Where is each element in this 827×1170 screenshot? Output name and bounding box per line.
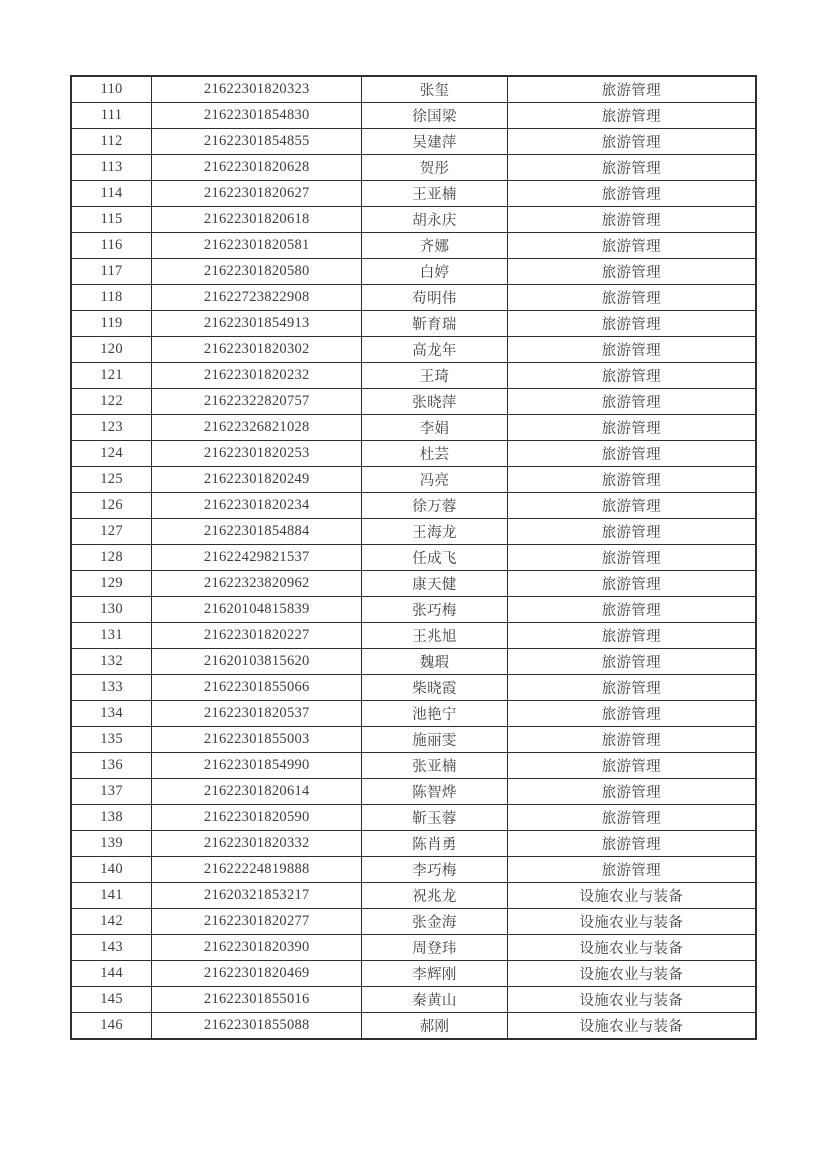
table-row [71, 389, 756, 415]
cell-index: 137 [71, 779, 152, 805]
cell-major: 旅游管理 [507, 493, 756, 519]
cell-student-id: 21622301820614 [152, 779, 362, 805]
cell-name: 陈肖勇 [362, 831, 507, 857]
cell-major: 旅游管理 [507, 857, 756, 883]
cell-student-id: 21622301820390 [152, 935, 362, 961]
cell-name: 徐万蓉 [362, 493, 507, 519]
cell-student-id: 21622301820537 [152, 701, 362, 727]
cell-name: 张巧梅 [362, 597, 507, 623]
table-row [71, 831, 756, 857]
table-row [71, 493, 756, 519]
cell-major: 旅游管理 [507, 623, 756, 649]
cell-index: 145 [71, 987, 152, 1013]
cell-student-id: 21622301854913 [152, 311, 362, 337]
cell-index: 126 [71, 493, 152, 519]
cell-name: 齐娜 [362, 233, 507, 259]
cell-student-id: 21622301820277 [152, 909, 362, 935]
cell-major: 旅游管理 [507, 415, 756, 441]
table-row [71, 259, 756, 285]
cell-index: 125 [71, 467, 152, 493]
table-row [71, 285, 756, 311]
cell-major: 旅游管理 [507, 831, 756, 857]
cell-index: 117 [71, 259, 152, 285]
cell-name: 靳育瑞 [362, 311, 507, 337]
cell-index: 129 [71, 571, 152, 597]
cell-student-id: 21622301854855 [152, 129, 362, 155]
cell-student-id: 21622326821028 [152, 415, 362, 441]
cell-major: 旅游管理 [507, 129, 756, 155]
cell-student-id: 21622301820253 [152, 441, 362, 467]
cell-name: 白婷 [362, 259, 507, 285]
cell-student-id: 21622301855088 [152, 1013, 362, 1040]
cell-index: 121 [71, 363, 152, 389]
cell-name: 李娟 [362, 415, 507, 441]
cell-major: 设施农业与装备 [507, 961, 756, 987]
cell-major: 旅游管理 [507, 155, 756, 181]
cell-major: 旅游管理 [507, 363, 756, 389]
cell-index: 124 [71, 441, 152, 467]
cell-student-id: 21622301820302 [152, 337, 362, 363]
cell-index: 131 [71, 623, 152, 649]
cell-student-id: 21622301820332 [152, 831, 362, 857]
cell-major: 旅游管理 [507, 389, 756, 415]
cell-index: 140 [71, 857, 152, 883]
cell-index: 110 [71, 76, 152, 103]
cell-name: 张金海 [362, 909, 507, 935]
cell-major: 旅游管理 [507, 259, 756, 285]
cell-major: 设施农业与装备 [507, 987, 756, 1013]
table-row [71, 675, 756, 701]
cell-student-id: 21622301820627 [152, 181, 362, 207]
student-table-body [71, 76, 756, 1039]
cell-name: 陈智烨 [362, 779, 507, 805]
table-row [71, 727, 756, 753]
cell-student-id: 21622301820234 [152, 493, 362, 519]
cell-name: 秦黄山 [362, 987, 507, 1013]
cell-name: 郝刚 [362, 1013, 507, 1040]
cell-student-id: 21622301820581 [152, 233, 362, 259]
table-row [71, 623, 756, 649]
cell-major: 旅游管理 [507, 441, 756, 467]
cell-name: 贺彤 [362, 155, 507, 181]
cell-major: 旅游管理 [507, 207, 756, 233]
cell-major: 旅游管理 [507, 779, 756, 805]
cell-index: 133 [71, 675, 152, 701]
cell-index: 118 [71, 285, 152, 311]
table-row [71, 571, 756, 597]
cell-name: 祝兆龙 [362, 883, 507, 909]
cell-name: 王亚楠 [362, 181, 507, 207]
table-row [71, 701, 756, 727]
cell-name: 苟明伟 [362, 285, 507, 311]
cell-index: 132 [71, 649, 152, 675]
table-row [71, 779, 756, 805]
cell-name: 王琦 [362, 363, 507, 389]
cell-student-id: 21620103815620 [152, 649, 362, 675]
cell-name: 靳玉蓉 [362, 805, 507, 831]
cell-index: 130 [71, 597, 152, 623]
cell-major: 旅游管理 [507, 181, 756, 207]
student-roster-table [70, 75, 757, 1040]
cell-index: 111 [71, 103, 152, 129]
cell-major: 旅游管理 [507, 103, 756, 129]
cell-name: 张晓萍 [362, 389, 507, 415]
table-row [71, 467, 756, 493]
cell-major: 旅游管理 [507, 285, 756, 311]
cell-index: 115 [71, 207, 152, 233]
cell-index: 138 [71, 805, 152, 831]
cell-major: 设施农业与装备 [507, 935, 756, 961]
cell-index: 116 [71, 233, 152, 259]
cell-student-id: 21622301855066 [152, 675, 362, 701]
cell-name: 高龙年 [362, 337, 507, 363]
cell-name: 王兆旭 [362, 623, 507, 649]
cell-major: 旅游管理 [507, 545, 756, 571]
cell-student-id: 21622301854990 [152, 753, 362, 779]
cell-major: 旅游管理 [507, 233, 756, 259]
cell-index: 119 [71, 311, 152, 337]
cell-student-id: 21622224819888 [152, 857, 362, 883]
table-row [71, 363, 756, 389]
cell-index: 113 [71, 155, 152, 181]
table-row [71, 987, 756, 1013]
cell-major: 旅游管理 [507, 467, 756, 493]
cell-index: 136 [71, 753, 152, 779]
table-row [71, 129, 756, 155]
cell-name: 施丽雯 [362, 727, 507, 753]
table-row [71, 155, 756, 181]
cell-student-id: 21622723822908 [152, 285, 362, 311]
cell-name: 杜芸 [362, 441, 507, 467]
table-row [71, 883, 756, 909]
cell-student-id: 21622301855003 [152, 727, 362, 753]
cell-name: 周登玮 [362, 935, 507, 961]
cell-major: 旅游管理 [507, 701, 756, 727]
cell-major: 旅游管理 [507, 519, 756, 545]
table-row [71, 519, 756, 545]
cell-name: 李辉刚 [362, 961, 507, 987]
cell-student-id: 21622301820469 [152, 961, 362, 987]
cell-student-id: 21622301854830 [152, 103, 362, 129]
cell-name: 张玺 [362, 76, 507, 103]
cell-major: 旅游管理 [507, 337, 756, 363]
table-row [71, 415, 756, 441]
cell-student-id: 21622301820590 [152, 805, 362, 831]
cell-index: 141 [71, 883, 152, 909]
table-row [71, 753, 756, 779]
cell-index: 144 [71, 961, 152, 987]
cell-index: 134 [71, 701, 152, 727]
cell-major: 旅游管理 [507, 597, 756, 623]
table-row [71, 76, 756, 103]
cell-name: 冯亮 [362, 467, 507, 493]
cell-index: 146 [71, 1013, 152, 1040]
cell-student-id: 21622301820618 [152, 207, 362, 233]
cell-student-id: 21622322820757 [152, 389, 362, 415]
cell-index: 128 [71, 545, 152, 571]
cell-major: 旅游管理 [507, 311, 756, 337]
cell-student-id: 21620321853217 [152, 883, 362, 909]
table-row [71, 1013, 756, 1040]
cell-name: 张亚楠 [362, 753, 507, 779]
cell-major: 旅游管理 [507, 805, 756, 831]
cell-name: 池艳宁 [362, 701, 507, 727]
cell-major: 旅游管理 [507, 753, 756, 779]
cell-student-id: 21622323820962 [152, 571, 362, 597]
cell-student-id: 21622301820628 [152, 155, 362, 181]
cell-index: 123 [71, 415, 152, 441]
table-row [71, 337, 756, 363]
cell-major: 旅游管理 [507, 675, 756, 701]
cell-name: 徐国梁 [362, 103, 507, 129]
cell-major: 设施农业与装备 [507, 883, 756, 909]
cell-major: 旅游管理 [507, 649, 756, 675]
cell-name: 康天健 [362, 571, 507, 597]
table-row [71, 805, 756, 831]
cell-name: 任成飞 [362, 545, 507, 571]
cell-index: 112 [71, 129, 152, 155]
table-row [71, 441, 756, 467]
table-row [71, 935, 756, 961]
cell-name: 柴晓霞 [362, 675, 507, 701]
cell-student-id: 21622429821537 [152, 545, 362, 571]
cell-index: 143 [71, 935, 152, 961]
cell-major: 设施农业与装备 [507, 909, 756, 935]
table-row [71, 545, 756, 571]
table-row [71, 909, 756, 935]
table-row [71, 103, 756, 129]
cell-index: 142 [71, 909, 152, 935]
cell-major: 旅游管理 [507, 727, 756, 753]
cell-major: 旅游管理 [507, 76, 756, 103]
table-row [71, 233, 756, 259]
cell-major: 设施农业与装备 [507, 1013, 756, 1040]
cell-index: 120 [71, 337, 152, 363]
cell-student-id: 21622301854884 [152, 519, 362, 545]
table-row [71, 311, 756, 337]
cell-index: 127 [71, 519, 152, 545]
cell-name: 魏瑕 [362, 649, 507, 675]
cell-name: 胡永庆 [362, 207, 507, 233]
cell-name: 吴建萍 [362, 129, 507, 155]
cell-student-id: 21622301820323 [152, 76, 362, 103]
table-row [71, 181, 756, 207]
table-row [71, 207, 756, 233]
cell-student-id: 21622301855016 [152, 987, 362, 1013]
table-row [71, 961, 756, 987]
cell-student-id: 21622301820227 [152, 623, 362, 649]
table-row [71, 649, 756, 675]
cell-name: 李巧梅 [362, 857, 507, 883]
table-row [71, 597, 756, 623]
cell-index: 122 [71, 389, 152, 415]
cell-name: 王海龙 [362, 519, 507, 545]
cell-student-id: 21620104815839 [152, 597, 362, 623]
cell-index: 139 [71, 831, 152, 857]
cell-index: 135 [71, 727, 152, 753]
cell-student-id: 21622301820232 [152, 363, 362, 389]
cell-student-id: 21622301820249 [152, 467, 362, 493]
cell-index: 114 [71, 181, 152, 207]
cell-major: 旅游管理 [507, 571, 756, 597]
cell-student-id: 21622301820580 [152, 259, 362, 285]
table-row [71, 857, 756, 883]
